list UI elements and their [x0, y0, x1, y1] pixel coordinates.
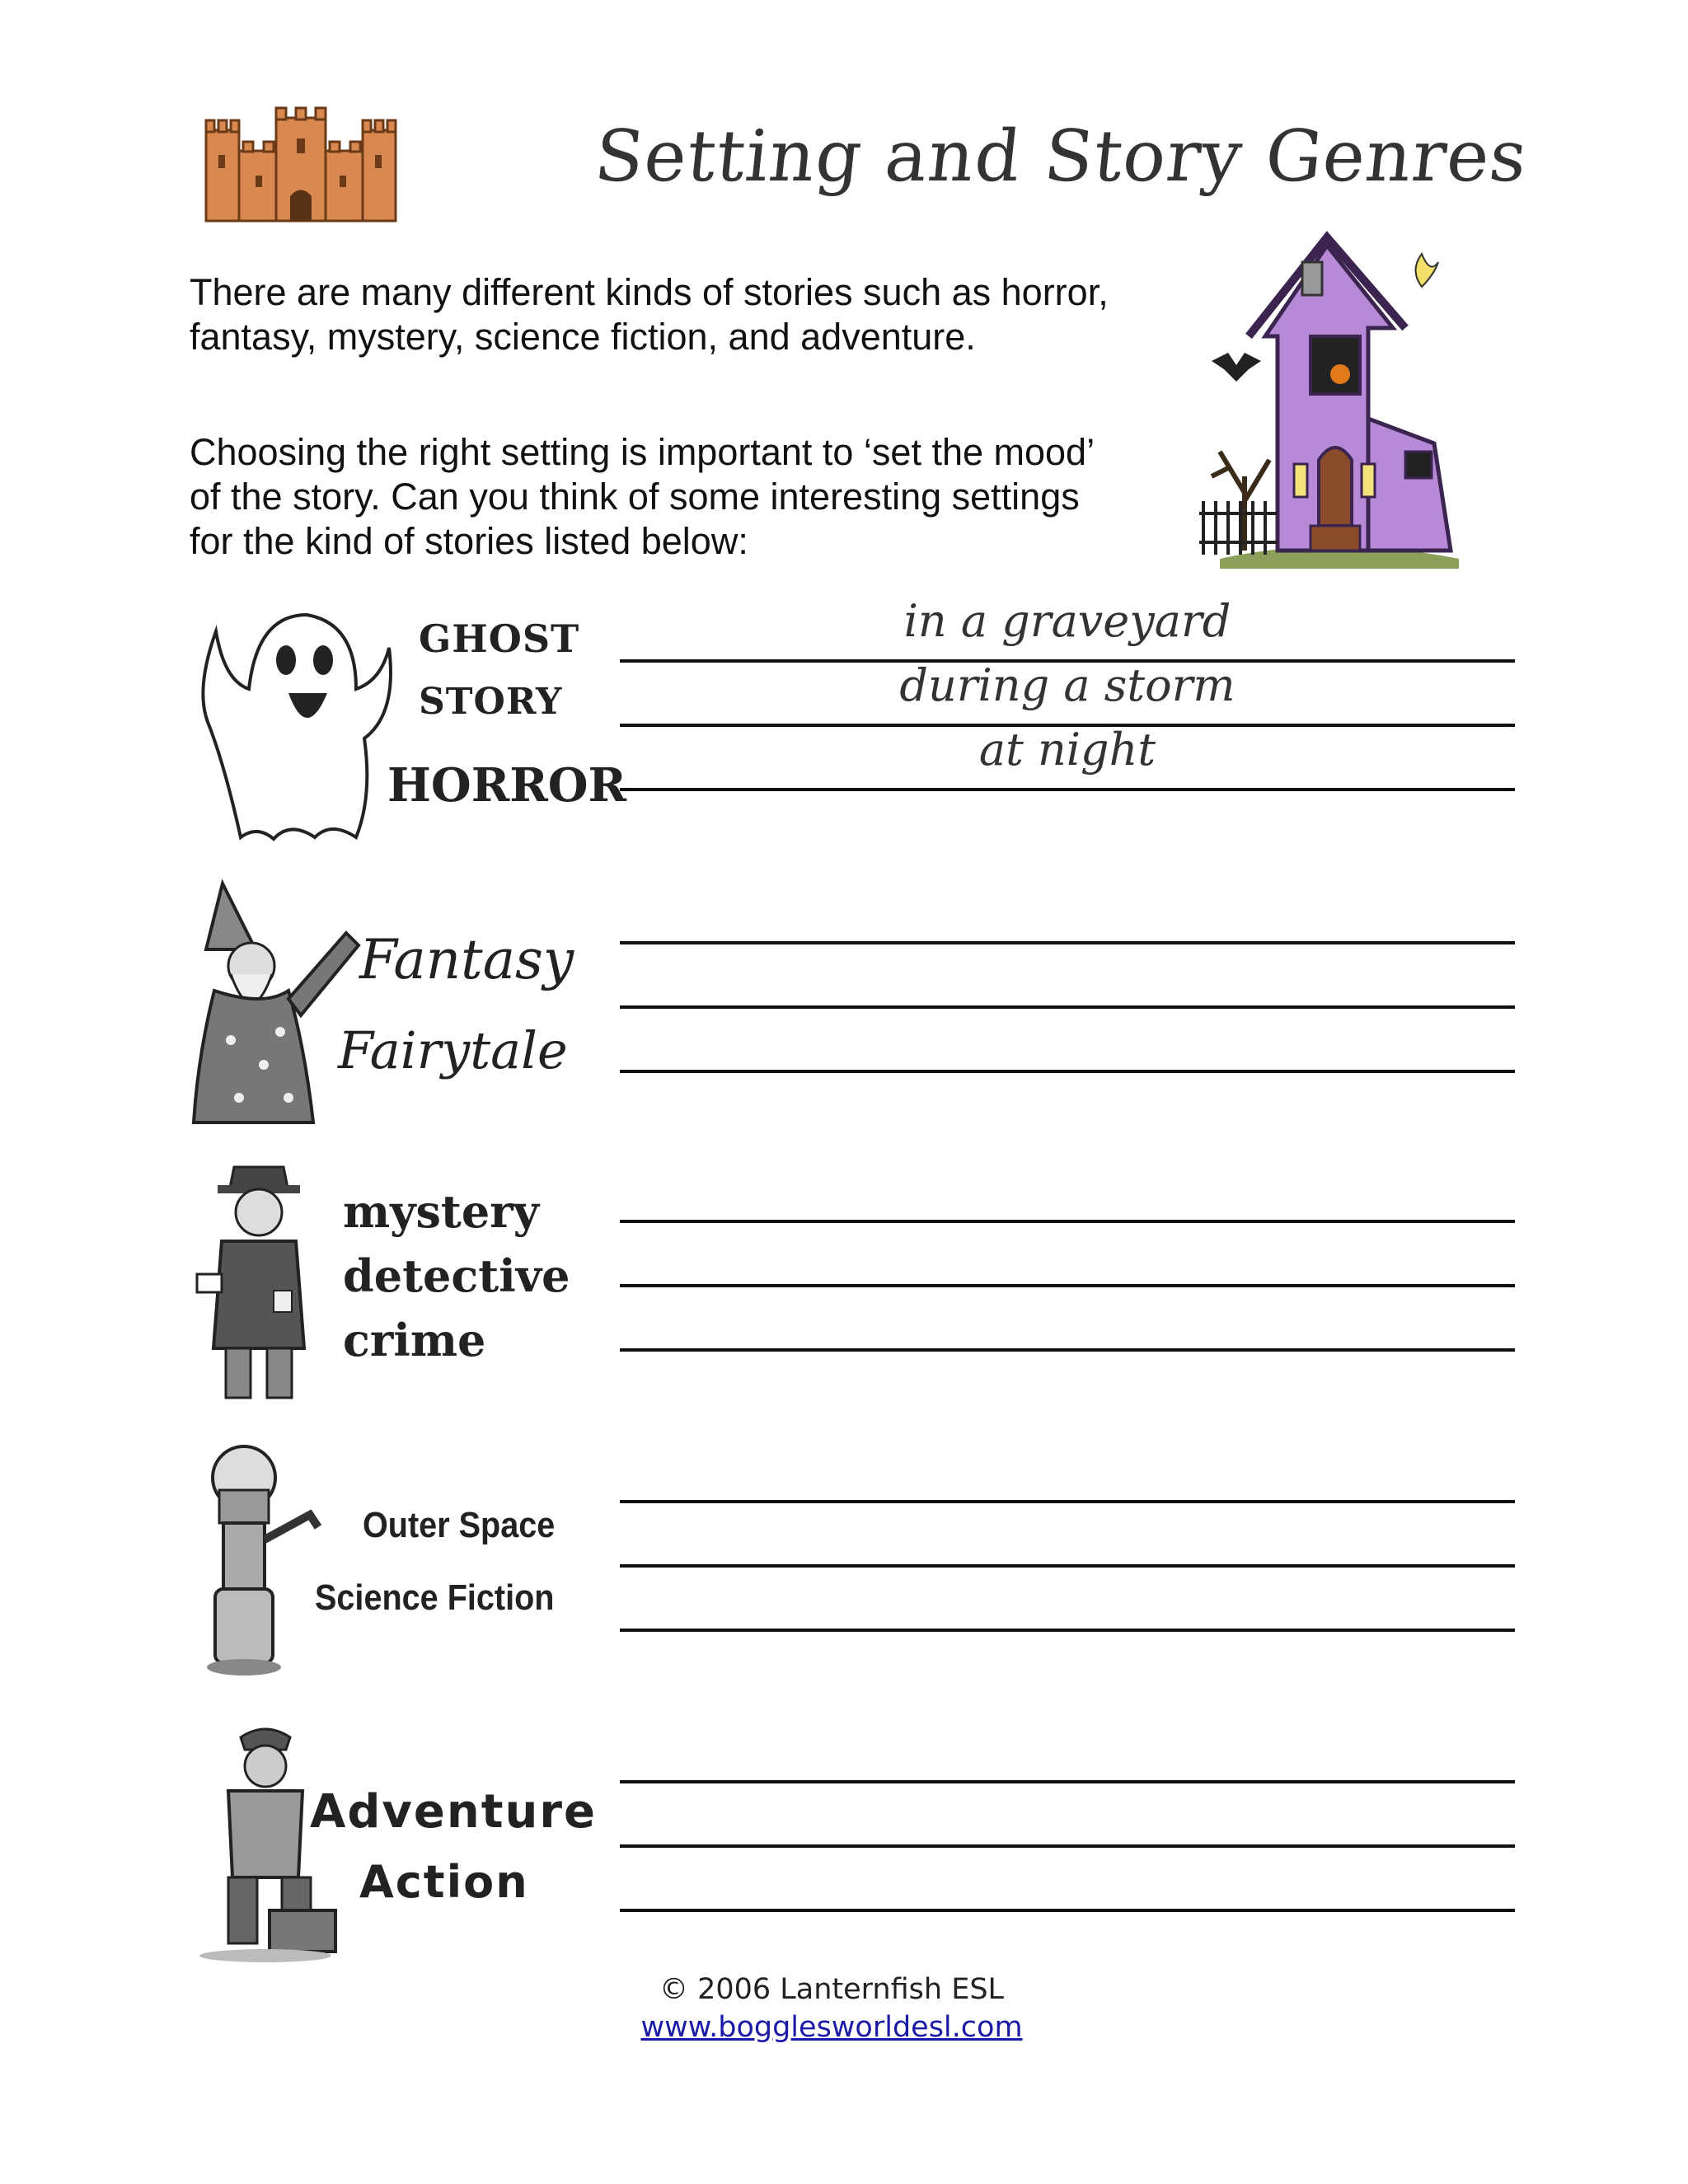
answer-line[interactable]	[620, 941, 1515, 944]
answer-line[interactable]	[620, 1500, 1515, 1503]
genre-label-horror: HORROR	[387, 758, 627, 813]
genre-label-detective: detective	[343, 1249, 570, 1302]
page-title: Setting and Story Genres	[590, 115, 1532, 198]
genre-label-ghost: GHOST	[419, 616, 580, 661]
answer-line[interactable]	[620, 1070, 1515, 1073]
answer-line[interactable]	[620, 724, 1515, 727]
genre-label-action: Action	[359, 1856, 529, 1908]
intro-paragraph-2: Choosing the right setting is important to ‘set the mood’ of the story. Can you think of some interesting settings for the kind of stories listed below:	[190, 431, 1094, 562]
copyright-text: © 2006 Lanternfish ESL	[659, 1973, 1005, 2006]
answer-text: during a storm	[899, 659, 1236, 711]
answer-line[interactable]	[620, 1564, 1515, 1568]
genre-label-crime: crime	[343, 1314, 486, 1366]
answer-text: in a graveyard	[903, 595, 1231, 647]
robot-icon	[195, 1441, 343, 1678]
genre-label-mystery: mystery	[343, 1185, 540, 1238]
genre-label-science-fiction: Science Fiction	[315, 1577, 555, 1618]
answer-line[interactable]	[620, 1844, 1515, 1848]
intro-paragraph-1: There are many different kinds of stories such as horror, fantasy, mystery, science fiction, and adventure.	[190, 271, 1109, 358]
answer-line[interactable]	[620, 1284, 1515, 1287]
genre-label-outer-space: Outer Space	[363, 1505, 556, 1545]
footer-link-container	[0, 2011, 1663, 2044]
genre-label-fantasy: Fantasy	[359, 928, 574, 991]
website-link[interactable]: www.bogglesworldesl.com	[640, 2011, 1023, 2044]
castle-icon	[198, 105, 404, 229]
answer-line[interactable]	[620, 788, 1515, 791]
answer-line[interactable]	[620, 1909, 1515, 1912]
genre-label-story: STORY	[419, 681, 563, 723]
answer-line[interactable]	[620, 1005, 1515, 1009]
genre-label-fairytale: Fairytale	[338, 1020, 568, 1080]
wizard-icon	[190, 875, 371, 1127]
pirate-icon	[191, 1721, 348, 1965]
answer-text: at night	[978, 724, 1156, 776]
answer-line[interactable]	[620, 659, 1515, 663]
ghost-icon	[191, 598, 397, 847]
detective-icon	[193, 1159, 325, 1408]
haunted-house-icon	[1187, 229, 1475, 569]
answer-line[interactable]	[620, 1629, 1515, 1632]
genre-label-adventure: Adventure	[310, 1785, 598, 1839]
answer-line[interactable]	[620, 1348, 1515, 1352]
answer-line[interactable]	[620, 1220, 1515, 1223]
answer-line[interactable]	[620, 1780, 1515, 1783]
